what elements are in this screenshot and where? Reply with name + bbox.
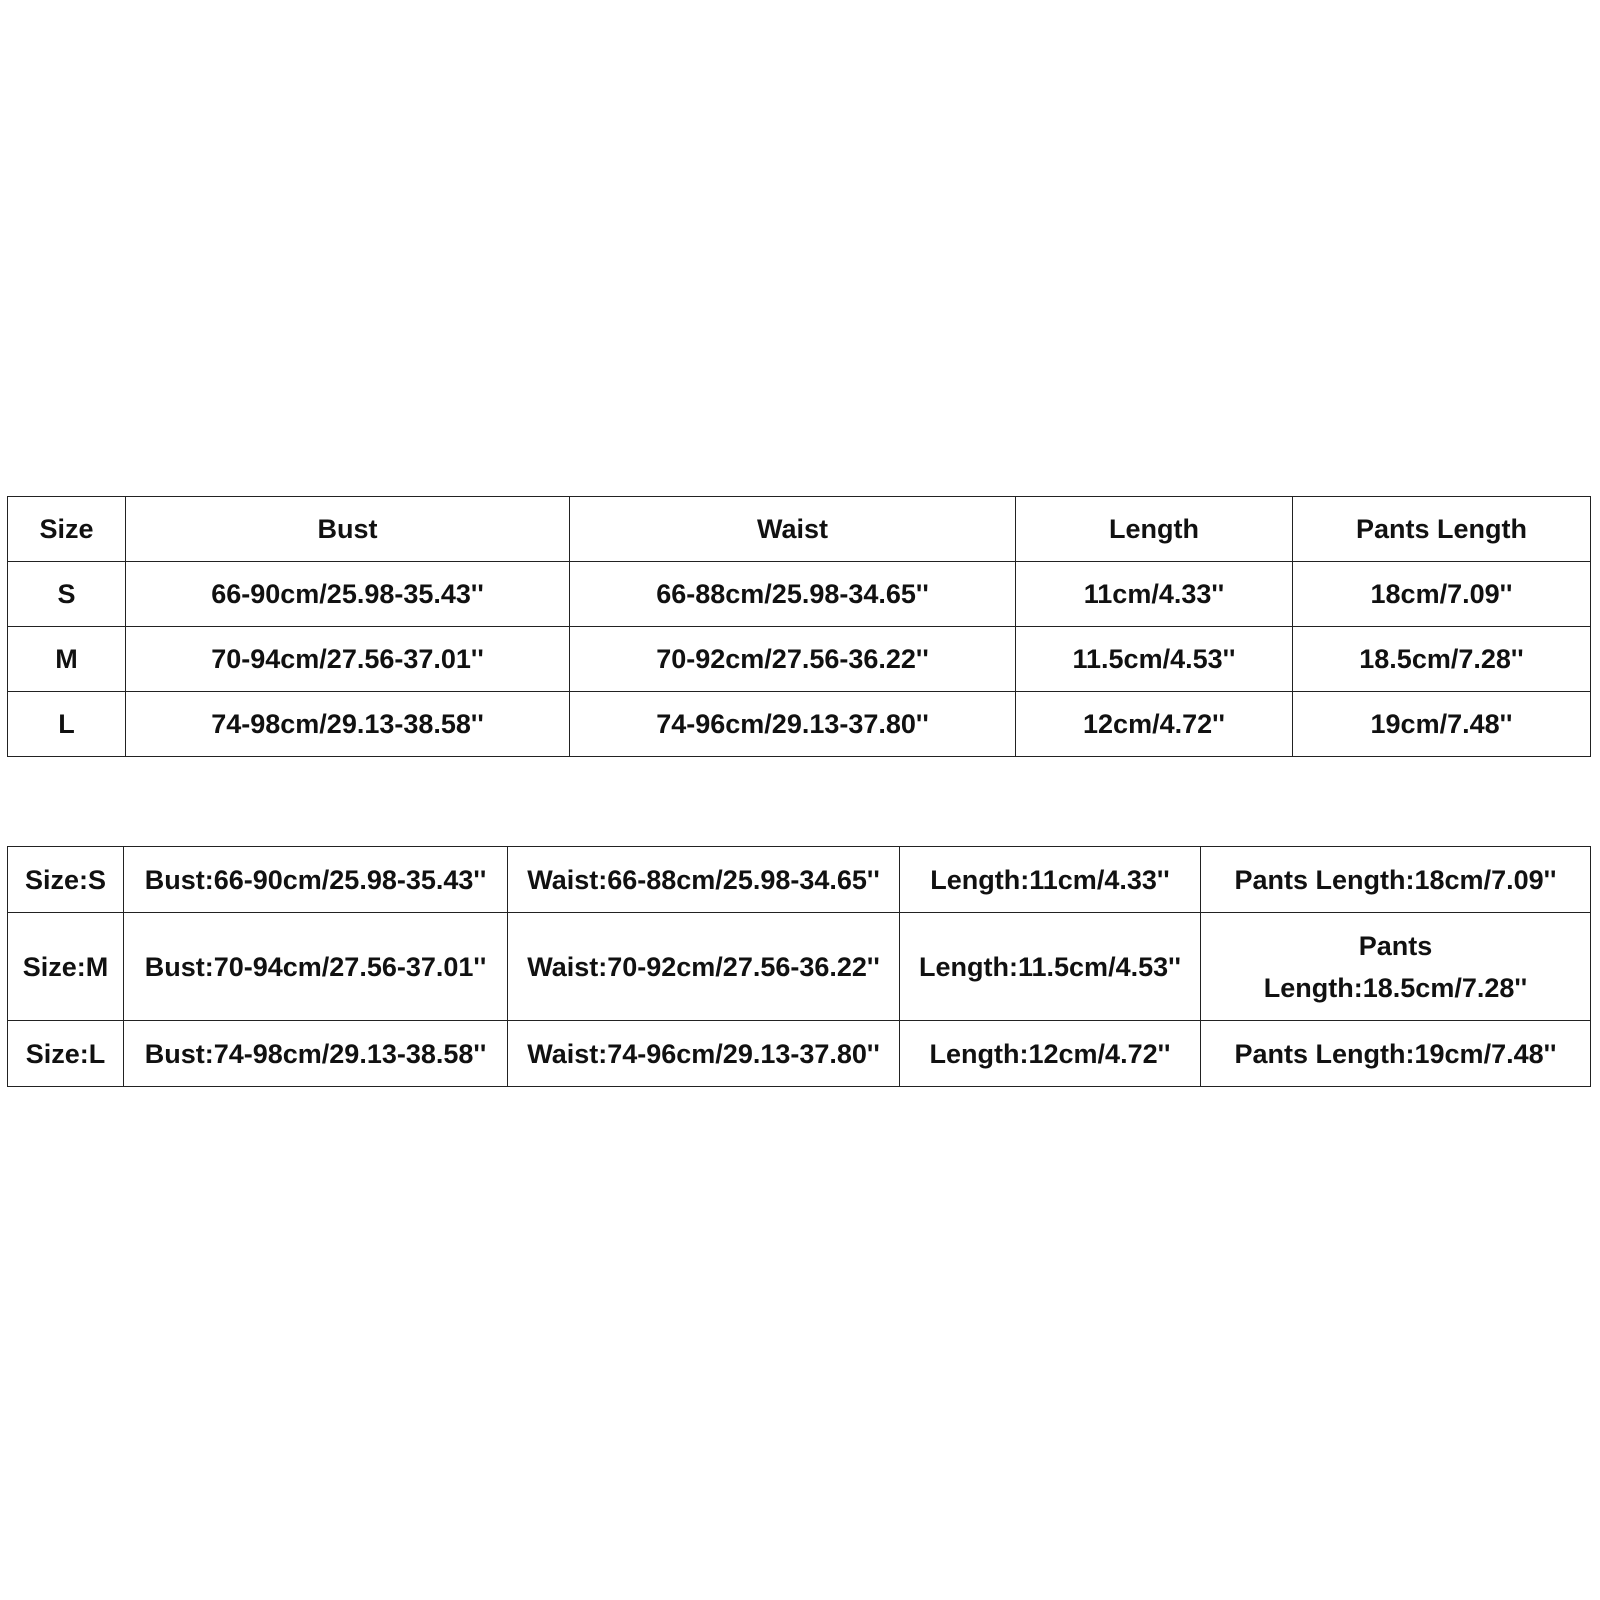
table-row <box>8 627 1591 692</box>
table-row <box>8 847 1591 913</box>
header-length: Length <box>1016 497 1293 562</box>
header-bust: Bust <box>126 497 570 562</box>
cell-size: Size:S <box>8 847 124 913</box>
cell-waist: 70-92cm/27.56-36.22'' <box>570 627 1016 692</box>
cell-waist: Waist:70-92cm/27.56-36.22'' <box>508 913 900 1021</box>
cell-pants-length: 19cm/7.48'' <box>1293 692 1591 757</box>
cell-size: L <box>8 692 126 757</box>
cell-bust: Bust:70-94cm/27.56-37.01'' <box>124 913 508 1021</box>
cell-size: Size:M <box>8 913 124 1021</box>
cell-size: S <box>8 562 126 627</box>
cell-bust: Bust:74-98cm/29.13-38.58'' <box>124 1021 508 1087</box>
header-size: Size <box>8 497 126 562</box>
cell-bust: 70-94cm/27.56-37.01'' <box>126 627 570 692</box>
cell-length: Length:12cm/4.72'' <box>900 1021 1201 1087</box>
cell-size: Size:L <box>8 1021 124 1087</box>
cell-length: 11.5cm/4.53'' <box>1016 627 1293 692</box>
cell-bust: 74-98cm/29.13-38.58'' <box>126 692 570 757</box>
cell-pants-length: Pants Length:18.5cm/7.28'' <box>1201 913 1591 1021</box>
cell-pants-length: 18cm/7.09'' <box>1293 562 1591 627</box>
header-pants-length: Pants Length <box>1293 497 1591 562</box>
cell-waist: 74-96cm/29.13-37.80'' <box>570 692 1016 757</box>
table-row <box>8 692 1591 757</box>
cell-length: 11cm/4.33'' <box>1016 562 1293 627</box>
cell-pants-length: Pants Length:18cm/7.09'' <box>1201 847 1591 913</box>
cell-length: 12cm/4.72'' <box>1016 692 1293 757</box>
cell-waist: 66-88cm/25.98-34.65'' <box>570 562 1016 627</box>
table-row <box>8 913 1591 1021</box>
cell-pants-length: Pants Length:19cm/7.48'' <box>1201 1021 1591 1087</box>
cell-bust: Bust:66-90cm/25.98-35.43'' <box>124 847 508 913</box>
cell-length: Length:11cm/4.33'' <box>900 847 1201 913</box>
cell-waist: Waist:74-96cm/29.13-37.80'' <box>508 1021 900 1087</box>
header-waist: Waist <box>570 497 1016 562</box>
size-chart-table-columns <box>7 496 1591 757</box>
table-row <box>8 562 1591 627</box>
size-chart-table-labeled <box>7 846 1591 1087</box>
cell-waist: Waist:66-88cm/25.98-34.65'' <box>508 847 900 913</box>
table-header-row <box>8 497 1591 562</box>
cell-pants-length: 18.5cm/7.28'' <box>1293 627 1591 692</box>
table-row <box>8 1021 1591 1087</box>
cell-size: M <box>8 627 126 692</box>
cell-length: Length:11.5cm/4.53'' <box>900 913 1201 1021</box>
cell-bust: 66-90cm/25.98-35.43'' <box>126 562 570 627</box>
